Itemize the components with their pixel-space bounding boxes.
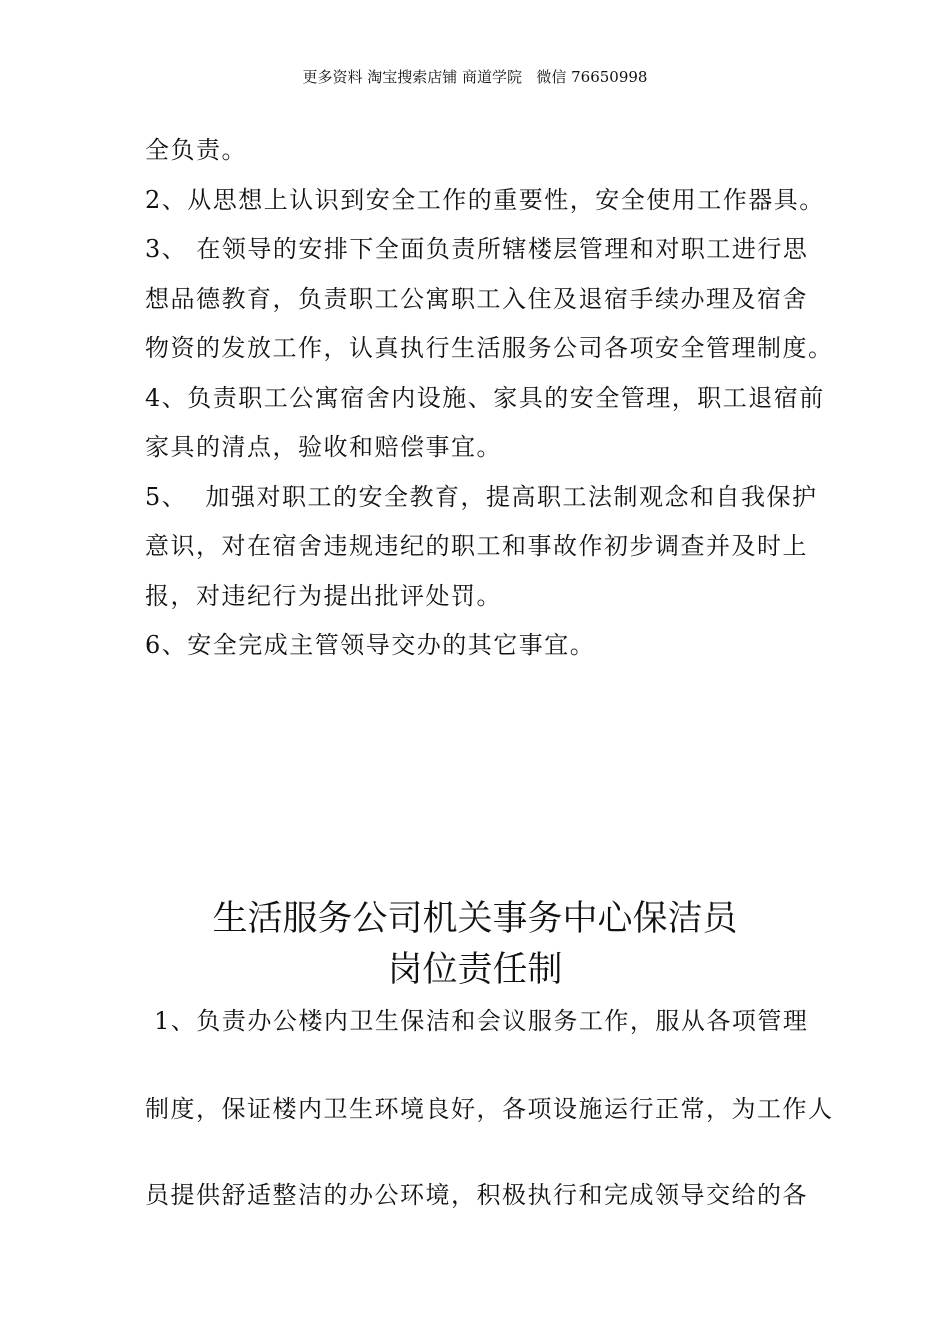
- body-line: 家具的清点，验收和赔偿事宜。: [145, 433, 502, 461]
- body-line: 意识，对在宿舍违规违纪的职工和事故作初步调查并及时上: [145, 532, 808, 560]
- body-line: 1、负责办公楼内卫生保洁和会议服务工作，服从各项管理: [145, 1007, 809, 1035]
- body-line: 想品德教育，负责职工公寓职工入住及退宿手续办理及宿舍: [145, 285, 808, 313]
- body-line: 4、负责职工公寓宿舍内设施、家具的安全管理，职工退宿前: [145, 384, 825, 412]
- page-header: 更多资料 淘宝搜索店铺 商道学院 微信 76650998: [302, 68, 648, 86]
- body-line: 制度，保证楼内卫生环境良好，各项设施运行正常，为工作人: [145, 1095, 834, 1123]
- body-line: 员提供舒适整洁的办公环境，积极执行和完成领导交给的各: [145, 1181, 808, 1209]
- body-line: 全负责。: [145, 136, 247, 164]
- body-line: 报，对违纪行为提出批评处罚。: [145, 582, 502, 610]
- body-line: 5、 加强对职工的安全教育，提高职工法制观念和自我保护: [145, 483, 818, 511]
- body-line: 3、 在领导的安排下全面负责所辖楼层管理和对职工进行思: [145, 235, 809, 263]
- body-line: 2、从思想上认识到安全工作的重要性，安全使用工作器具。: [145, 186, 825, 214]
- body-line: 6、安全完成主管领导交办的其它事宜。: [145, 631, 596, 659]
- section-title: 岗位责任制: [387, 950, 563, 990]
- section-title: 生活服务公司机关事务中心保洁员: [212, 899, 738, 939]
- body-line: 物资的发放工作，认真执行生活服务公司各项安全管理制度。: [145, 334, 834, 362]
